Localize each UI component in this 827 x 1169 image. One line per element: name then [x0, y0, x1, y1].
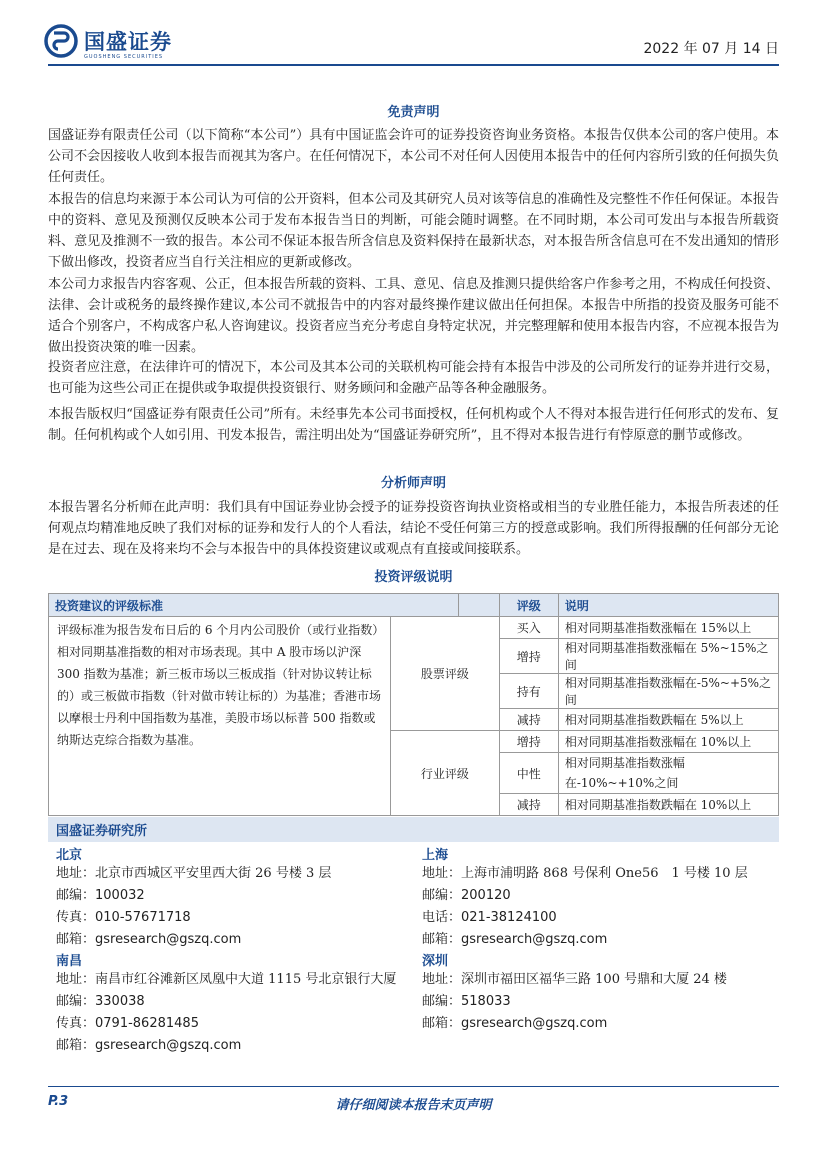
office-line: [56, 863, 416, 885]
office-city: 南昌: [56, 954, 83, 969]
logo-subtext: GUOSHENG SECURITIES: [84, 54, 164, 60]
disclaimer-paragraph: 本报告版权归“国盛证券有限责任公司”所有。未经事先本公司书面授权，任何机构或个人不得对本报告进行任何形式的发布、复制。任何机构或个人如引用、刊发本报告，需注明出处为“国盛证券研究所”，且不得对本报告进行有悖原意的删节或修改。: [48, 407, 779, 443]
desc-cell: 相对同期基准指数涨幅在 10%以上: [558, 731, 778, 753]
rating-title: 投资评级说明: [374, 570, 453, 585]
institute-bar: [48, 817, 779, 842]
line-value: 南昌市红谷滩新区凤凰中大道 1115 号北京银行大厦: [95, 972, 397, 987]
institute-title: 国盛证券研究所: [56, 824, 148, 839]
email-link[interactable]: gsresearch@gszq.com: [461, 1016, 608, 1031]
office-shenzhen: [422, 950, 782, 1035]
line-label: 邮编：: [422, 888, 462, 903]
line-value: 上海市浦明路 868 号保利 One56 1 号楼 10 层: [461, 866, 748, 881]
office-line: [56, 929, 416, 951]
office-line: [56, 1013, 426, 1035]
line-label: 邮箱：: [422, 932, 462, 947]
disclaimer-body: [48, 357, 779, 399]
header-standard: 投资建议的评级标准: [49, 594, 459, 617]
email-link[interactable]: gsresearch@gszq.com: [95, 932, 242, 947]
line-value: 北京市西城区平安里西大街 26 号楼 3 层: [95, 866, 332, 881]
office-line: [56, 1035, 426, 1057]
line-value: 021-38124100: [461, 910, 557, 925]
desc-cell: 相对同期基准指数涨幅在-10%~+10%之间: [558, 753, 778, 794]
office-city: 深圳: [422, 954, 449, 969]
rating-cell: 持有: [499, 674, 558, 709]
desc-cell: 相对同期基准指数涨幅在 5%~15%之间: [558, 639, 778, 674]
line-value: 010-57671718: [95, 910, 191, 925]
rating-cell: 增持: [499, 639, 558, 674]
office-line: [422, 885, 782, 907]
office-line: [422, 1013, 782, 1035]
header-rating: 评级: [499, 594, 558, 617]
office-line: [56, 885, 416, 907]
logo-text: 国盛证券: [84, 30, 172, 54]
office-line: [56, 969, 426, 991]
footer-divider: [48, 1086, 779, 1087]
rating-cell: 增持: [499, 731, 558, 753]
line-label: 地址：: [56, 972, 96, 987]
analyst-paragraph: 本报告署名分析师在此声明：我们具有中国证券业协会授予的证券投资咨询执业资格或相当的专业胜任能力，本报告所表述的任何观点均精准地反映了我们对标的证券和发行人的个人看法，结论不受任何第三方的授意或影响。我们所得报酬的任何部分无论是在过去、现在及将来均不会与本报告中的具体投资建议或观点有直接或间接联系。: [48, 500, 779, 557]
office-city: 上海: [422, 848, 449, 863]
office-line: [422, 907, 782, 929]
line-label: 邮编：: [56, 994, 96, 1009]
line-label: 传真：: [56, 1016, 96, 1031]
office-line: [422, 863, 782, 885]
office-city: 北京: [56, 848, 83, 863]
email-link[interactable]: gsresearch@gszq.com: [95, 1038, 242, 1053]
office-line: [56, 991, 426, 1013]
disclaimer-paragraph: 本报告的信息均来源于本公司认为可信的公开资料，但本公司及其研究人员对该等信息的准确性及完整性不作任何保证。本报告中的资料、意见及预测仅反映本公司于发布本报告当日的判断，可能会随时调整。在不同时期，本公司可发出与本报告所载资料、意见及推测不一致的报告。本公司不保证本报告所含信息及资料保持在最新状态，对本报告所含信息可在不发出通知的情形下做出修改，投资者应当自行关注相应的更新或修改。: [48, 192, 779, 270]
line-value: 200120: [461, 888, 511, 903]
disclaimer-body: [48, 189, 779, 273]
desc-cell: 相对同期基准指数跌幅在 10%以上: [558, 794, 778, 816]
office-beijing: [56, 844, 416, 951]
office-nanchang: [56, 950, 426, 1057]
office-line: [422, 991, 782, 1013]
analyst-title: 分析师声明: [380, 476, 446, 491]
disclaimer-paragraph: 国盛证券有限责任公司（以下简称“本公司”）具有中国证监会许可的证券投资咨询业务资格。本报告仅供本公司的客户使用。本公司不会因接收人收到本报告而视其为客户。在任何情况下，本公司不对任何人因使用本报告中的任何内容所引致的任何损失负任何责任。: [48, 128, 779, 185]
rating-cell: 中性: [499, 753, 558, 794]
line-label: 邮箱：: [56, 1038, 96, 1053]
line-label: 地址：: [56, 866, 96, 881]
line-value: 100032: [95, 888, 145, 903]
rating-cell: 减持: [499, 794, 558, 816]
rating-table: [48, 593, 779, 816]
line-label: 传真：: [56, 910, 96, 925]
footer-note: 请仔细阅读本报告末页声明: [335, 1098, 492, 1113]
line-label: 地址：: [422, 866, 462, 881]
office-shanghai: [422, 844, 782, 951]
disclaimer-title: 免责声明: [387, 105, 440, 120]
line-value: 518033: [461, 994, 511, 1009]
company-logo: [44, 24, 172, 58]
rating-cell: 减持: [499, 709, 558, 731]
stock-rating-label: 股票评级: [391, 617, 500, 731]
header-divider: [48, 64, 779, 66]
report-date: 2022 年 07 月 14 日: [643, 41, 779, 57]
disclaimer-body: [48, 274, 779, 358]
disclaimer-body: [48, 404, 779, 446]
office-line: [422, 969, 782, 991]
table-header-row: [49, 594, 779, 617]
line-label: 邮箱：: [422, 1016, 462, 1031]
desc-cell: 相对同期基准指数涨幅在 15%以上: [558, 617, 778, 639]
rating-standard-text: 评级标准为报告发布日后的 6 个月内公司股价（或行业指数）相对同期基准指数的相对市场表现。其中 A 股市场以沪深 300 指数为基准；新三板市场以三板成指（针对协议转让标的）或三板做市指数（针对做市转让标的）为基准；香港市场以摩根士丹利中国指数为基准，美股市场以标普 500 指数或纳斯达克综合指数为基准。: [49, 617, 391, 816]
desc-cell: 相对同期基准指数跌幅在 5%以上: [558, 709, 778, 731]
line-label: 邮箱：: [56, 932, 96, 947]
page-number: P.3: [48, 1094, 69, 1109]
table-row: [49, 617, 779, 639]
office-line: [56, 907, 416, 929]
disclaimer-paragraph: 投资者应注意，在法律许可的情况下，本公司及其本公司的关联机构可能会持有本报告中涉及的公司所发行的证券并进行交易，也可能为这些公司正在提供或争取提供投资银行、财务顾问和金融产品等各种金融服务。: [48, 360, 779, 396]
line-label: 地址：: [422, 972, 462, 987]
rating-cell: 买入: [499, 617, 558, 639]
logo-mark-icon: [44, 24, 78, 58]
desc-cell: 相对同期基准指数涨幅在-5%~+5%之间: [558, 674, 778, 709]
line-label: 邮编：: [422, 994, 462, 1009]
email-link[interactable]: gsresearch@gszq.com: [461, 932, 608, 947]
line-label: 电话：: [422, 910, 462, 925]
office-line: [422, 929, 782, 951]
disclaimer-body: [48, 125, 779, 188]
header-desc: 说明: [558, 594, 778, 617]
industry-rating-label: 行业评级: [391, 731, 500, 816]
line-value: 330038: [95, 994, 145, 1009]
line-value: 0791-86281485: [95, 1016, 199, 1031]
analyst-body: [48, 497, 779, 560]
disclaimer-paragraph: 本公司力求报告内容客观、公正，但本报告所载的资料、工具、意见、信息及推测只提供给客户作参考之用，不构成任何投资、法律、会计或税务的最终操作建议,本公司不就报告中的内容对最终操作建议做出任何担保。本报告中所指的投资及服务可能不适合个别客户，不构成客户私人咨询建议。投资者应当充分考虑自身特定状况，并完整理解和使用本报告内容，不应视本报告为做出投资决策的唯一因素。: [48, 277, 779, 355]
line-label: 邮编：: [56, 888, 96, 903]
line-value: 深圳市福田区福华三路 100 号鼎和大厦 24 楼: [461, 972, 727, 987]
header-empty: [458, 594, 499, 617]
